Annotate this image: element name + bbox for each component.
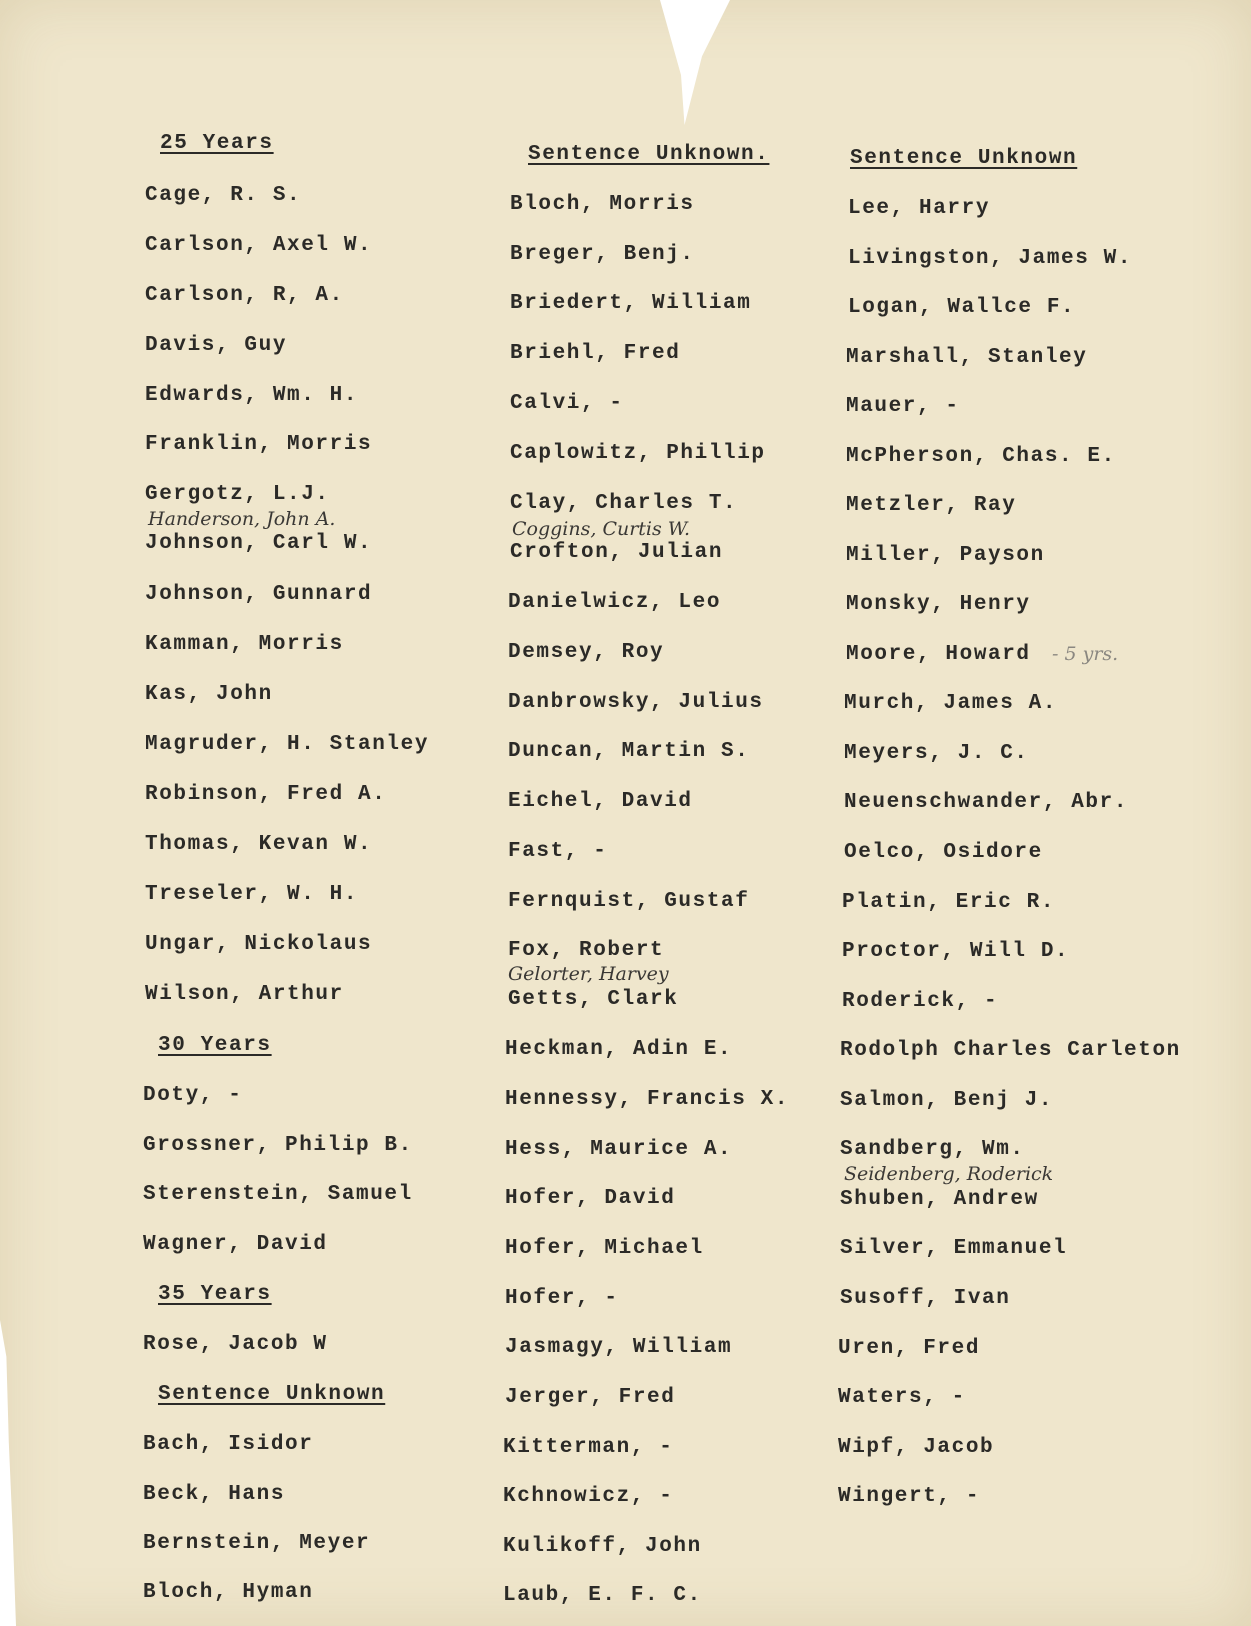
list-item: McPherson, Chas. E. bbox=[846, 445, 1116, 468]
list-item: Jerger, Fred bbox=[505, 1386, 676, 1409]
list-item: Thomas, Kevan W. bbox=[145, 833, 373, 856]
list-item: Carlson, R, A. bbox=[145, 284, 344, 307]
list-item: Proctor, Will D. bbox=[842, 940, 1070, 963]
list-item: Salmon, Benj J. bbox=[840, 1089, 1054, 1112]
list-item: Danbrowsky, Julius bbox=[508, 691, 764, 714]
list-item: Grossner, Philip B. bbox=[143, 1134, 413, 1157]
list-item: Bach, Isidor bbox=[143, 1433, 314, 1456]
list-item: Calvi, - bbox=[510, 392, 624, 415]
list-item: Fox, Robert bbox=[508, 939, 665, 962]
list-item: Franklin, Morris bbox=[145, 433, 373, 456]
list-item: Eichel, David bbox=[508, 790, 693, 813]
list-item: Ungar, Nickolaus bbox=[145, 933, 373, 956]
list-item: Moore, Howard bbox=[846, 643, 1031, 666]
handwritten-note: Gelorter, Harvey bbox=[508, 963, 669, 985]
handwritten-note: Coggins, Curtis W. bbox=[512, 518, 691, 540]
heading-sentence-unknown-1: Sentence Unknown bbox=[158, 1383, 386, 1406]
list-item: Beck, Hans bbox=[143, 1483, 286, 1506]
list-item: Kulikoff, John bbox=[503, 1535, 702, 1558]
list-item: Livingston, James W. bbox=[848, 247, 1133, 270]
list-item: Rose, Jacob W bbox=[143, 1333, 328, 1356]
list-item: Magruder, H. Stanley bbox=[145, 733, 430, 756]
list-item: Briehl, Fred bbox=[510, 342, 681, 365]
list-item: Hofer, David bbox=[505, 1187, 676, 1210]
list-item: Laub, E. F. C. bbox=[503, 1584, 702, 1607]
list-item: Shuben, Andrew bbox=[840, 1188, 1039, 1211]
list-item: Kchnowicz, - bbox=[503, 1485, 674, 1508]
list-item: Demsey, Roy bbox=[508, 641, 665, 664]
list-item: Wagner, David bbox=[143, 1233, 328, 1256]
heading-sentence-unknown-3: Sentence Unknown bbox=[850, 147, 1078, 170]
list-item: Kitterman, - bbox=[503, 1436, 674, 1459]
list-item: Carlson, Axel W. bbox=[145, 234, 373, 257]
heading-25-years: 25 Years bbox=[160, 132, 274, 155]
heading-35-years: 35 Years bbox=[158, 1283, 272, 1306]
list-item: Silver, Emmanuel bbox=[840, 1237, 1068, 1260]
list-item: Rodolph Charles Carleton bbox=[840, 1039, 1181, 1062]
list-item: Clay, Charles T. bbox=[510, 492, 738, 515]
list-item: Davis, Guy bbox=[145, 334, 288, 357]
list-item: Caplowitz, Phillip bbox=[510, 442, 766, 465]
list-item: Treseler, W. H. bbox=[145, 883, 359, 906]
list-item: Miller, Payson bbox=[846, 544, 1045, 567]
list-item: Marshall, Stanley bbox=[846, 346, 1088, 369]
list-item: Crofton, Julian bbox=[510, 541, 724, 564]
heading-30-years: 30 Years bbox=[158, 1034, 272, 1057]
paper-edge bbox=[0, 1320, 16, 1626]
list-item: Bernstein, Meyer bbox=[143, 1532, 371, 1555]
list-item: Murch, James A. bbox=[844, 692, 1058, 715]
paper-tear bbox=[660, 0, 730, 125]
list-item: Jasmagy, William bbox=[505, 1336, 733, 1359]
list-item: Duncan, Martin S. bbox=[508, 740, 750, 763]
list-item: Johnson, Carl W. bbox=[145, 532, 373, 555]
list-item: Lee, Harry bbox=[848, 197, 991, 220]
list-item: Kamman, Morris bbox=[145, 633, 344, 656]
list-item: Wingert, - bbox=[838, 1485, 981, 1508]
list-item: Getts, Clark bbox=[508, 988, 679, 1011]
list-item: Robinson, Fred A. bbox=[145, 783, 387, 806]
list-item: Neuenschwander, Abr. bbox=[844, 791, 1129, 814]
list-item: Bloch, Morris bbox=[510, 193, 695, 216]
list-item: Heckman, Adin E. bbox=[505, 1038, 733, 1061]
list-item: Uren, Fred bbox=[838, 1337, 981, 1360]
list-item: Breger, Benj. bbox=[510, 243, 695, 266]
list-item: Johnson, Gunnard bbox=[145, 583, 373, 606]
list-item: Briedert, William bbox=[510, 292, 752, 315]
list-item: Meyers, J. C. bbox=[844, 742, 1029, 765]
list-item: Logan, Wallce F. bbox=[848, 296, 1076, 319]
list-item: Doty, - bbox=[143, 1084, 243, 1107]
list-item: Hofer, - bbox=[505, 1287, 619, 1310]
list-item: Wilson, Arthur bbox=[145, 983, 344, 1006]
handwritten-note: Seidenberg, Roderick bbox=[844, 1163, 1054, 1185]
list-item: Hofer, Michael bbox=[505, 1237, 704, 1260]
handwritten-note: - 5 yrs. bbox=[1052, 643, 1119, 665]
list-item: Gergotz, L.J. bbox=[145, 483, 330, 506]
list-item: Hess, Maurice A. bbox=[505, 1138, 733, 1161]
list-item: Sterenstein, Samuel bbox=[143, 1183, 413, 1206]
list-item: Sandberg, Wm. bbox=[840, 1138, 1025, 1161]
list-item: Edwards, Wm. H. bbox=[145, 384, 359, 407]
list-item: Wipf, Jacob bbox=[838, 1436, 995, 1459]
list-item: Monsky, Henry bbox=[846, 593, 1031, 616]
list-item: Oelco, Osidore bbox=[844, 841, 1043, 864]
list-item: Danielwicz, Leo bbox=[508, 591, 722, 614]
list-item: Roderick, - bbox=[842, 990, 999, 1013]
list-item: Metzler, Ray bbox=[846, 494, 1017, 517]
list-item: Waters, - bbox=[838, 1386, 966, 1409]
list-item: Kas, John bbox=[145, 683, 273, 706]
list-item: Fast, - bbox=[508, 840, 608, 863]
list-item: Susoff, Ivan bbox=[840, 1287, 1011, 1310]
heading-sentence-unknown-2: Sentence Unknown. bbox=[528, 143, 770, 166]
handwritten-note: Handerson, John A. bbox=[148, 508, 336, 530]
list-item: Hennessy, Francis X. bbox=[505, 1088, 790, 1111]
list-item: Platin, Eric R. bbox=[842, 891, 1056, 914]
list-item: Bloch, Hyman bbox=[143, 1581, 314, 1604]
list-item: Mauer, - bbox=[846, 395, 960, 418]
list-item: Fernquist, Gustaf bbox=[508, 890, 750, 913]
list-item: Cage, R. S. bbox=[145, 184, 302, 207]
